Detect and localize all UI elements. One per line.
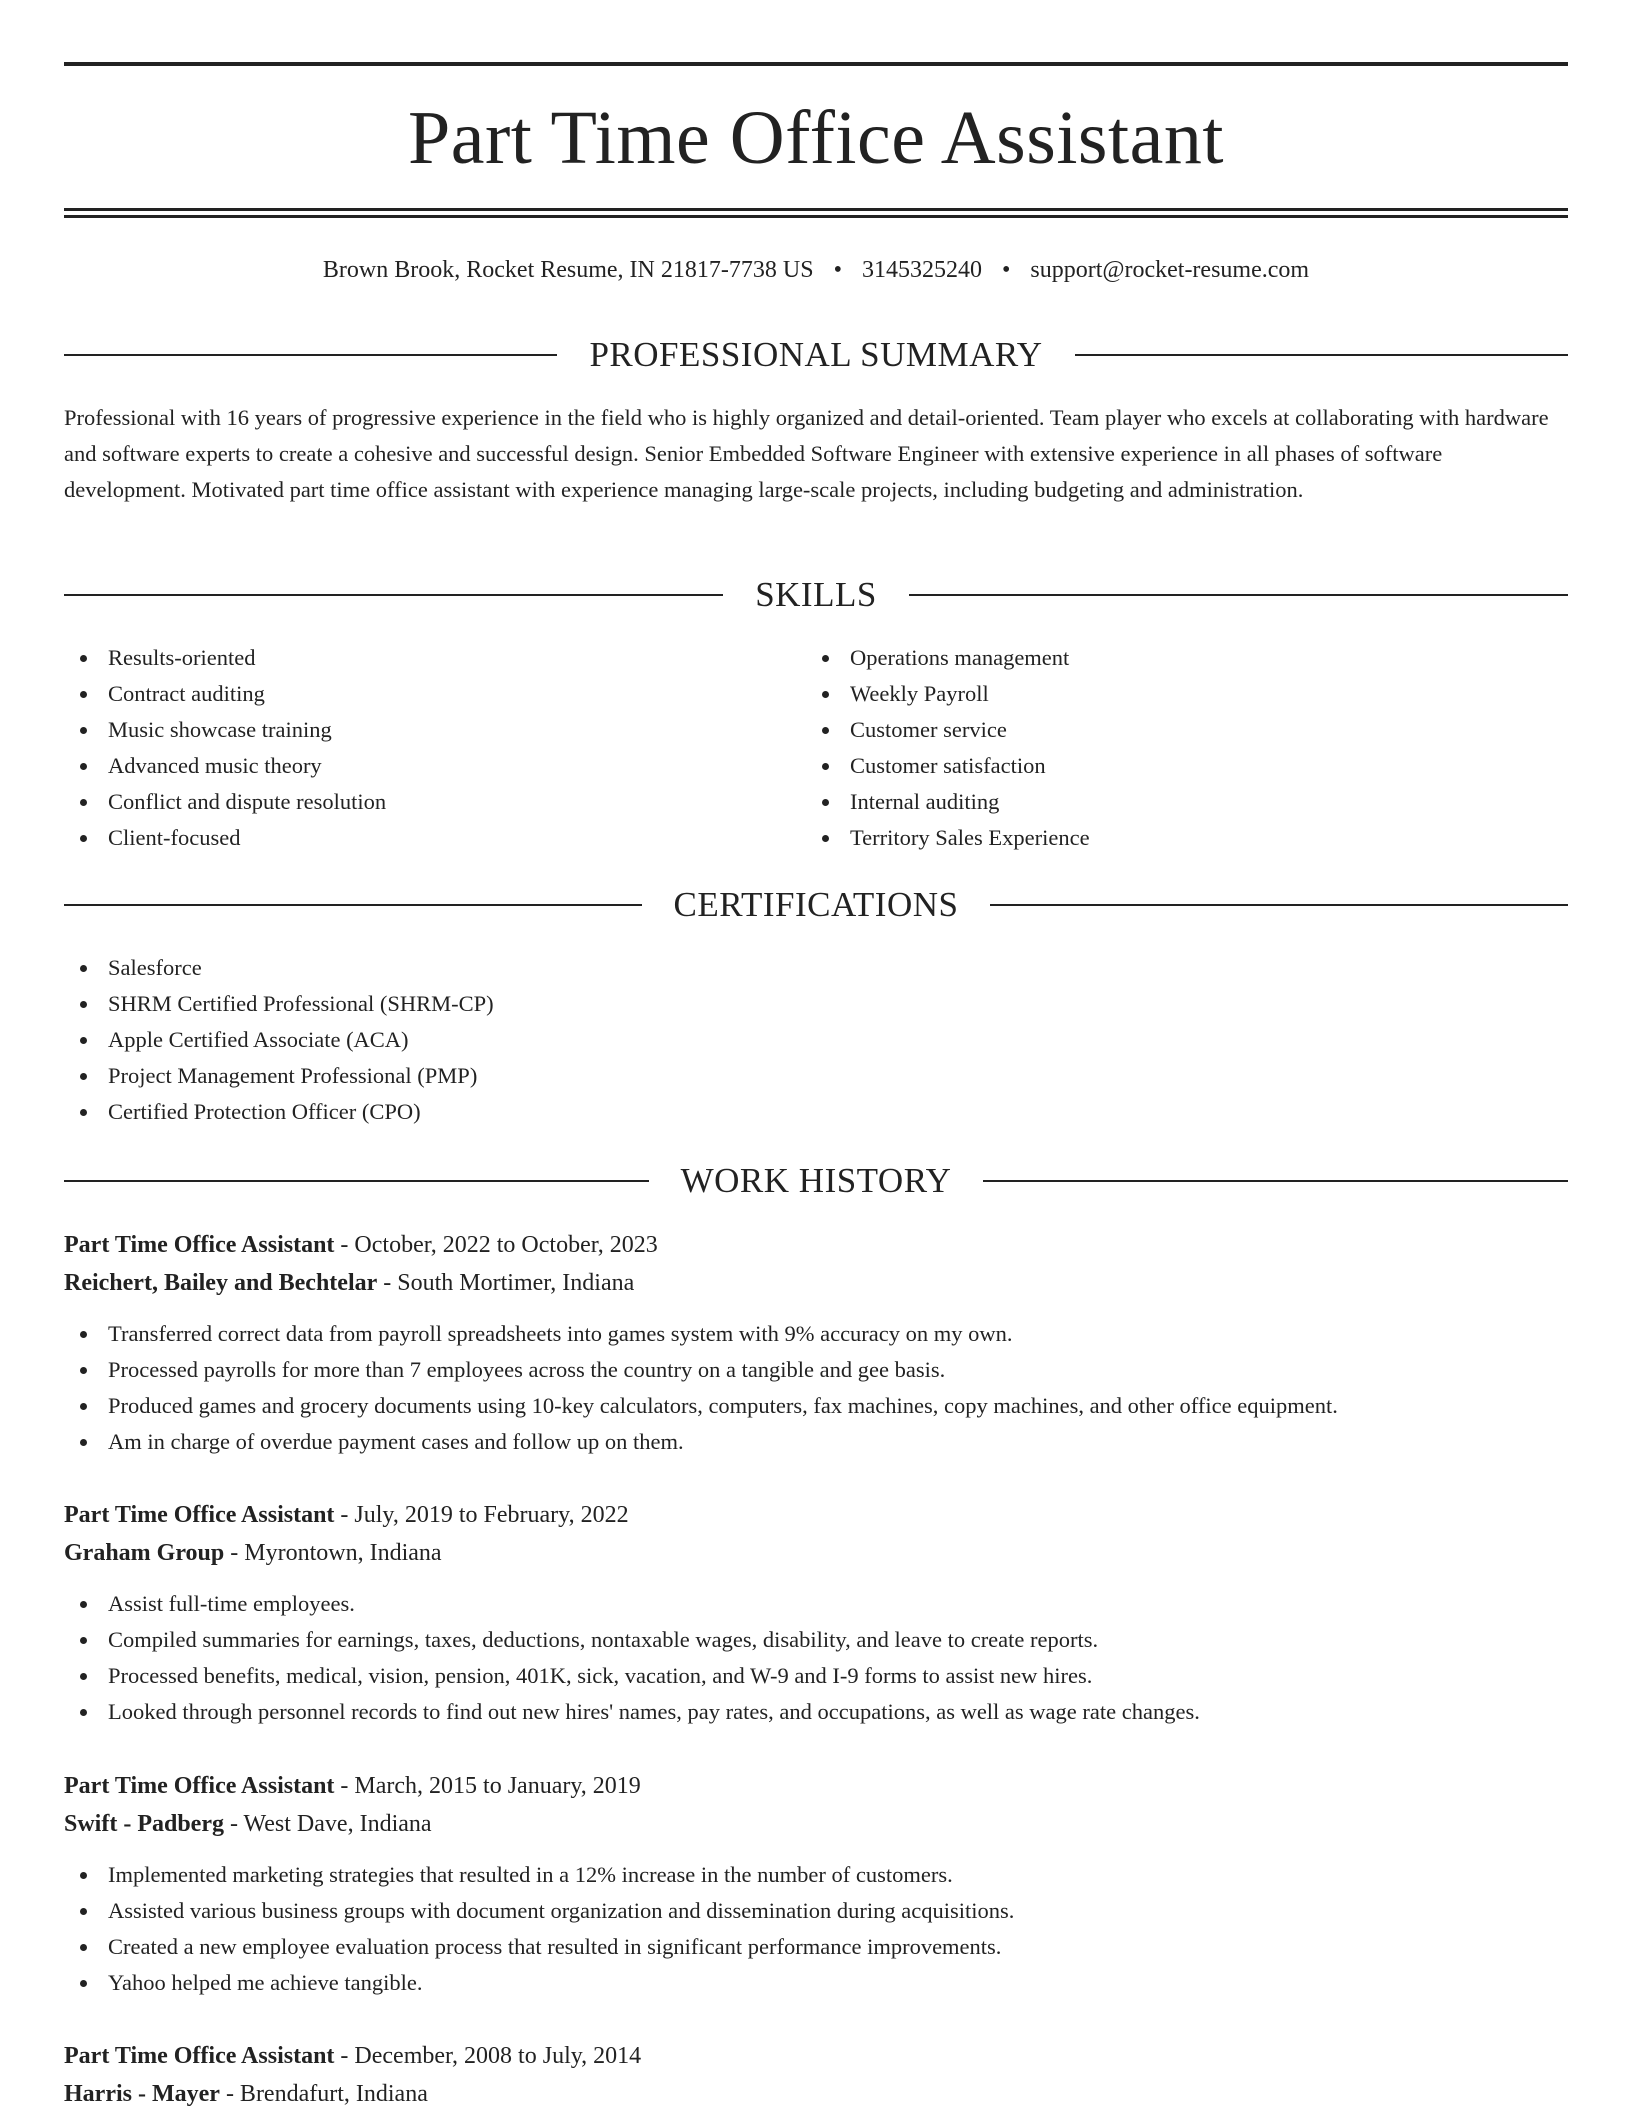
job-bullet: Compiled summaries for earnings, taxes, deductions, nontaxable wages, disability, and leave to create reports. — [64, 1622, 1568, 1658]
job-bullet: Am in charge of overdue payment cases and follow up on them. — [64, 1424, 1568, 1460]
job-company-line — [64, 1534, 1568, 1572]
work-history-heading — [64, 1159, 1568, 1203]
job-bullet: Produced games and grocery documents using 10-key calculators, computers, fax machines, copy machines, and other office equipment. — [64, 1388, 1568, 1424]
top-rule — [64, 62, 1568, 66]
job-entry — [64, 2037, 1568, 2113]
job-location: - Brendafurt, Indiana — [219, 2081, 428, 2107]
heading-rule — [909, 594, 1568, 596]
skill-item: Customer service — [806, 712, 1506, 748]
job-location: - Myrontown, Indiana — [224, 1540, 442, 1566]
skill-item: Operations management — [806, 640, 1506, 676]
certification-item: SHRM Certified Professional (SHRM-CP) — [64, 986, 1064, 1022]
certifications-list — [64, 950, 1064, 1130]
job-title-line — [64, 2037, 1568, 2075]
contact-address: Brown Brook, Rocket Resume, IN 21817-7738 US — [322, 257, 814, 283]
skill-item: Weekly Payroll — [806, 676, 1506, 712]
skill-item: Results-oriented — [64, 640, 764, 676]
summary-heading — [64, 333, 1568, 377]
job-title: Part Time Office Assistant — [64, 1773, 335, 1799]
skills-list-left — [64, 640, 764, 856]
job-entry — [64, 1767, 1568, 2001]
contact-separator: • — [1001, 257, 1011, 283]
job-dates: - July, 2019 to February, 2022 — [334, 1502, 629, 1528]
certifications-heading-label: CERTIFICATIONS — [673, 885, 959, 924]
job-bullet: Processed benefits, medical, vision, pension, 401K, sick, vacation, and W-9 and I-9 forms to assist new hires. — [64, 1658, 1568, 1694]
contact-email[interactable]: support@rocket-resume.com — [1030, 257, 1310, 283]
skill-item: Customer satisfaction — [806, 748, 1506, 784]
job-location: - West Dave, Indiana — [223, 1811, 432, 1837]
job-bullet: Looked through personnel records to find out new hires' names, pay rates, and occupations, as well as wage rate changes. — [64, 1694, 1568, 1730]
job-company-line — [64, 2075, 1568, 2113]
job-bullet: Yahoo helped me achieve tangible. — [64, 1965, 1568, 2001]
heading-rule — [64, 594, 723, 596]
job-dates: - December, 2008 to July, 2014 — [334, 2043, 642, 2069]
skills-heading — [64, 573, 1568, 617]
job-bullets — [64, 1857, 1568, 2001]
heading-rule — [64, 354, 557, 356]
job-company: Graham Group — [64, 1540, 225, 1566]
heading-rule — [983, 1180, 1568, 1182]
job-company-line — [64, 1805, 1568, 1843]
certification-item: Project Management Professional (PMP) — [64, 1058, 1064, 1094]
skill-item: Internal auditing — [806, 784, 1506, 820]
job-bullet: Processed payrolls for more than 7 employees across the country on a tangible and gee basis. — [64, 1352, 1568, 1388]
summary-heading-label: PROFESSIONAL SUMMARY — [589, 335, 1043, 374]
job-bullets — [64, 1586, 1568, 1730]
work-history-heading-label: WORK HISTORY — [680, 1161, 952, 1200]
job-company-line — [64, 1264, 1568, 1302]
certifications-heading — [64, 883, 1568, 927]
skill-item: Client-focused — [64, 820, 764, 856]
heading-rule — [64, 904, 642, 906]
summary-text: Professional with 16 years of progressive experience in the field who is highly organized and detail-oriented. Team player who excels at collaborating with hardware and software experts to create a cohesive and successful design. Senior Embedded Software Engineer with extensive experience in all phases of software development. Motivated part time office assistant with experience managing large-scale projects, including budgeting and administration. — [64, 405, 1549, 502]
skill-item: Contract auditing — [64, 676, 764, 712]
contact-phone[interactable]: 3145325240 — [861, 257, 982, 283]
skills-heading-label: SKILLS — [755, 575, 877, 614]
job-entry — [64, 1496, 1568, 1730]
skill-item: Music showcase training — [64, 712, 764, 748]
heading-rule — [990, 904, 1568, 906]
job-dates: - March, 2015 to January, 2019 — [334, 1773, 641, 1799]
job-bullet: Implemented marketing strategies that resulted in a 12% increase in the number of customers. — [64, 1857, 1568, 1893]
job-company: Harris - Mayer — [64, 2081, 220, 2107]
resume-title: Part Time Office Assistant — [408, 96, 1224, 180]
skill-item: Conflict and dispute resolution — [64, 784, 764, 820]
job-bullet: Created a new employee evaluation process that resulted in significant performance improvements. — [64, 1929, 1568, 1965]
job-title-line — [64, 1226, 1568, 1264]
skills-list-right — [806, 640, 1506, 856]
job-title: Part Time Office Assistant — [64, 1232, 335, 1258]
skill-item: Territory Sales Experience — [806, 820, 1506, 856]
certification-item: Certified Protection Officer (CPO) — [64, 1094, 1064, 1130]
job-bullet: Assisted various business groups with document organization and dissemination during acquisitions. — [64, 1893, 1568, 1929]
job-bullet: Assist full-time employees. — [64, 1586, 1568, 1622]
job-company: Reichert, Bailey and Bechtelar — [64, 1270, 378, 1296]
job-dates: - October, 2022 to October, 2023 — [334, 1232, 658, 1258]
heading-rule — [1075, 354, 1568, 356]
heading-rule — [64, 1180, 649, 1182]
contact-line — [64, 254, 1568, 286]
job-bullets — [64, 1316, 1568, 1460]
certification-item: Apple Certified Associate (ACA) — [64, 1022, 1064, 1058]
job-title-line — [64, 1496, 1568, 1534]
job-location: - South Mortimer, Indiana — [377, 1270, 635, 1296]
certification-item: Salesforce — [64, 950, 1064, 986]
job-title: Part Time Office Assistant — [64, 1502, 335, 1528]
contact-separator: • — [833, 257, 842, 283]
title-double-rule — [64, 208, 1568, 218]
job-bullet: Transferred correct data from payroll spreadsheets into games system with 9% accuracy on my own. — [64, 1316, 1568, 1352]
job-title-line — [64, 1767, 1568, 1805]
job-company: Swift - Padberg — [64, 1811, 224, 1837]
job-title: Part Time Office Assistant — [64, 2043, 335, 2069]
job-entry — [64, 1226, 1568, 1460]
skill-item: Advanced music theory — [64, 748, 764, 784]
